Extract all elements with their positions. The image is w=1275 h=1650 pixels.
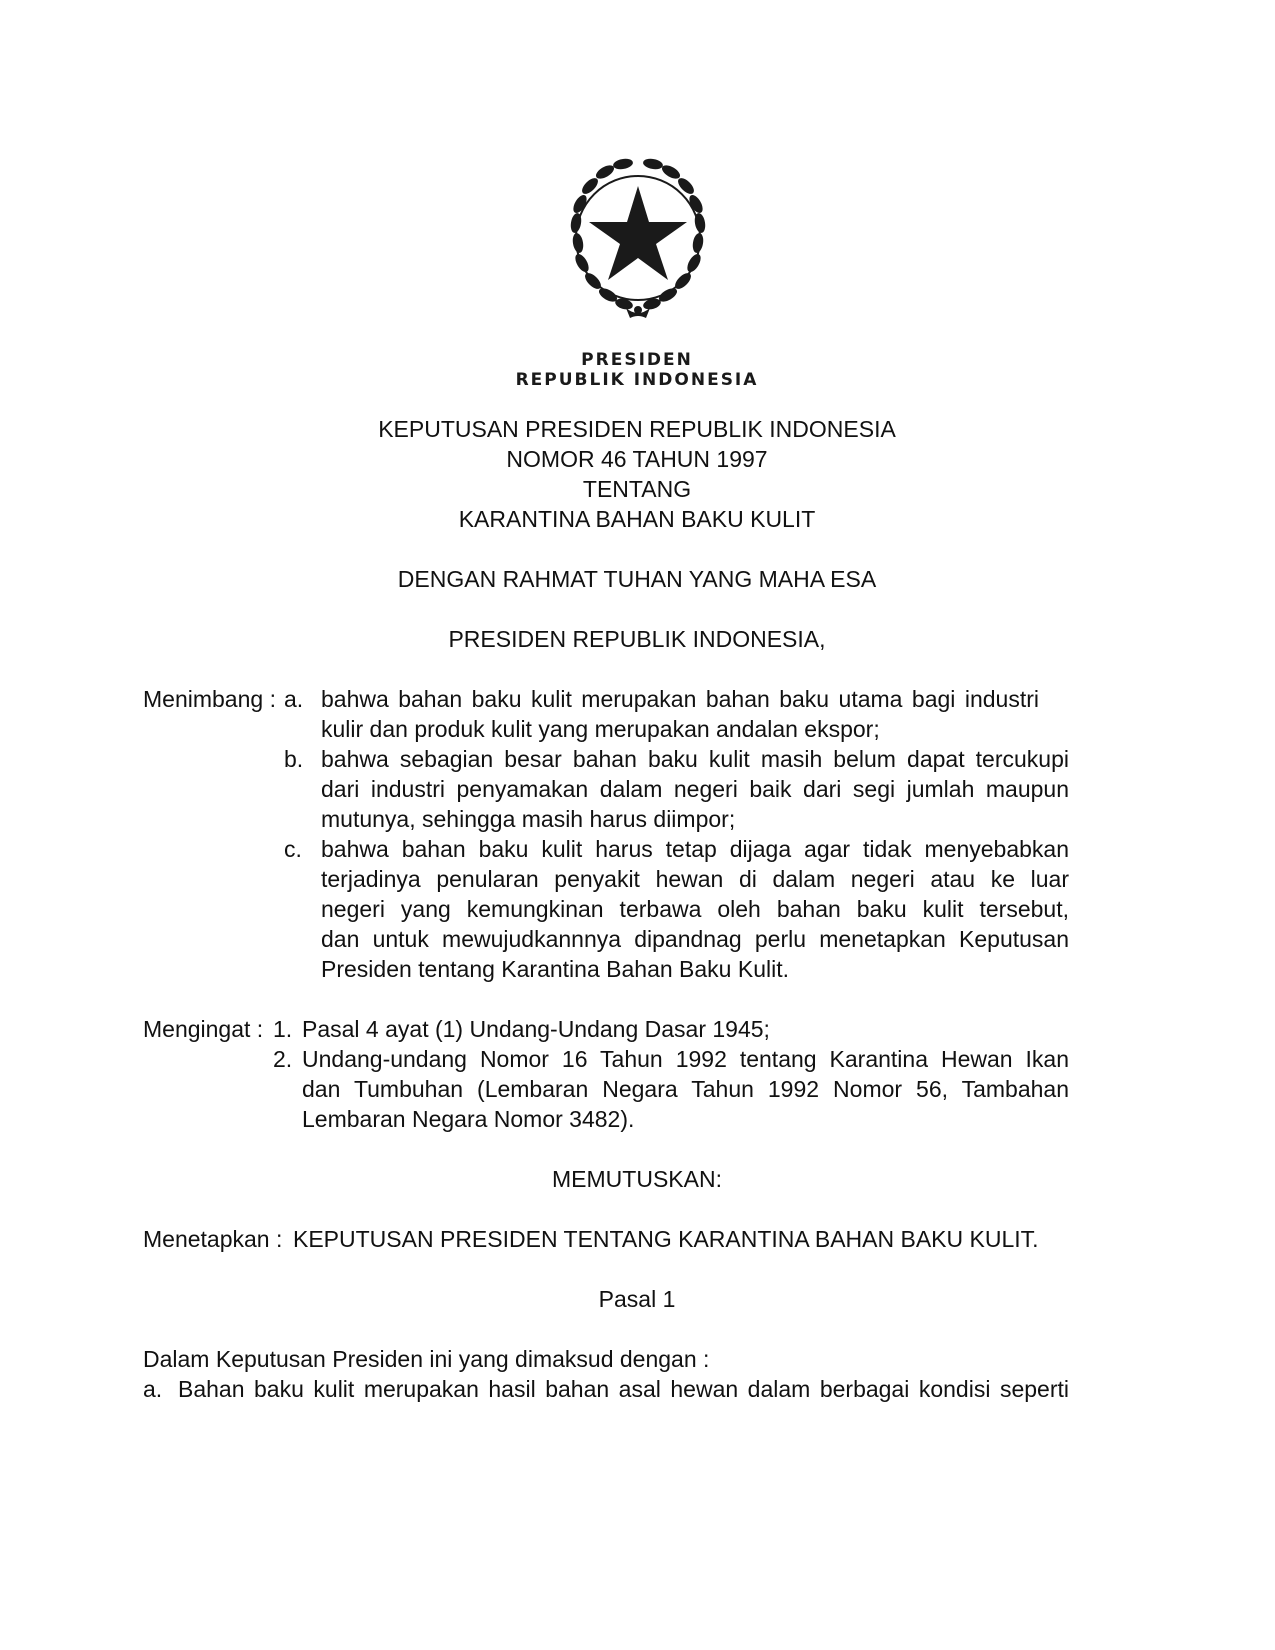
pasal-1-item-a: Bahan baku kulit merupakan hasil bahan asal hewan dalam berbagai kondisi seperti [178, 1376, 1069, 1402]
document-title: KEPUTUSAN PRESIDEN REPUBLIK INDONESIA [378, 416, 896, 442]
menimbang-c-line-5: Presiden tentang Karantina Bahan Baku Kulit. [321, 956, 789, 982]
menimbang-b-line-1: bahwa sebagian besar bahan baku kulit masih belum dapat tercukupi [321, 746, 1069, 772]
menimbang-a-line-1: bahwa bahan baku kulit merupakan bahan baku utama bagi industri [321, 686, 1039, 712]
pasal-1-intro: Dalam Keputusan Presiden ini yang dimaksud dengan : [143, 1346, 710, 1372]
menimbang-c-line-4: dan untuk mewujudkannnya dipandnag perlu menetapkan Keputusan [321, 926, 1069, 952]
presidential-seal-icon [548, 148, 728, 328]
mengingat-marker-1: 1. [273, 1016, 293, 1042]
menimbang-b-line-2: dari industri penyamakan dalam negeri baik dari segi jumlah maupun [321, 776, 1069, 802]
memutuskan-heading: MEMUTUSKAN: [552, 1166, 722, 1192]
mengingat-2-line-1: Undang-undang Nomor 16 Tahun 1992 tentang Karantina Hewan Ikan [302, 1046, 1069, 1072]
document-number: NOMOR 46 TAHUN 1997 [506, 446, 768, 472]
menimbang-c-line-1: bahwa bahan baku kulit harus tetap dijaga agar tidak menyebabkan [321, 836, 1069, 862]
pasal-1-heading: Pasal 1 [598, 1286, 676, 1312]
menimbang-a-line-2: kulir dan produk kulit yang merupakan andalan ekspor; [321, 716, 880, 742]
menimbang-marker-b: b. [284, 746, 304, 772]
seal-caption-republik: REPUBLIK INDONESIA [515, 370, 759, 390]
mengingat-1-line-1: Pasal 4 ayat (1) Undang-Undang Dasar 1945; [302, 1016, 770, 1042]
menetapkan-text: KEPUTUSAN PRESIDEN TENTANG KARANTINA BAHAN BAKU KULIT. [293, 1226, 1039, 1252]
menetapkan-label: Menetapkan : [143, 1226, 283, 1252]
menimbang-marker-c: c. [284, 836, 302, 862]
mengingat-label: Mengingat : [143, 1016, 264, 1042]
pasal-1-marker-a: a. [143, 1376, 163, 1402]
menimbang-marker-a: a. [284, 686, 304, 712]
menimbang-label: Menimbang : [143, 686, 276, 712]
menimbang-c-line-2: terjadinya penularan penyakit hewan di dalam negeri atau ke luar [321, 866, 1069, 892]
menimbang-c-line-3: negeri yang kemungkinan terbawa oleh bahan baku kulit tersebut, [321, 896, 1069, 922]
menimbang-b-line-3: mutunya, sehingga masih harus diimpor; [321, 806, 736, 832]
seal-caption-presiden: PRESIDEN [581, 350, 693, 370]
mengingat-2-line-2: dan Tumbuhan (Lembaran Negara Tahun 1992 Nomor 56, Tambahan [302, 1076, 1069, 1102]
document-about: TENTANG [582, 476, 692, 502]
authority: PRESIDEN REPUBLIK INDONESIA, [448, 626, 826, 652]
mengingat-marker-2: 2. [273, 1046, 293, 1072]
document-subject: KARANTINA BAHAN BAKU KULIT [458, 506, 816, 532]
invocation: DENGAN RAHMAT TUHAN YANG MAHA ESA [397, 566, 877, 592]
mengingat-2-line-3: Lembaran Negara Nomor 3482). [302, 1106, 635, 1132]
